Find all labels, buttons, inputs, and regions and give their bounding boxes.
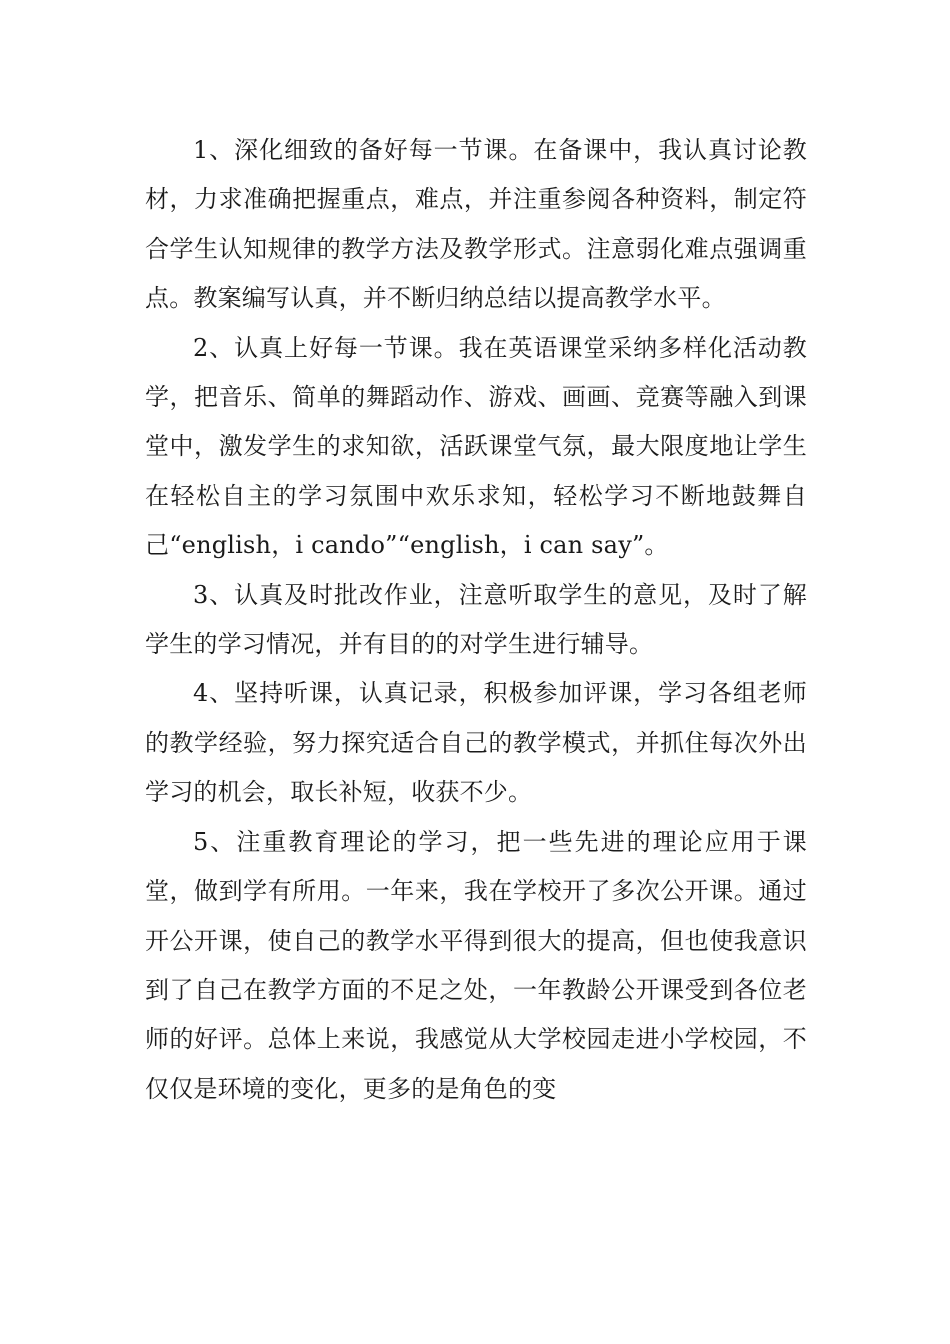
- paragraph-4: 4、坚持听课，认真记录，积极参加评课，学习各组老师的教学经验，努力探究适合自己的教学模式，并抓住每次外出学习的机会，取长补短，收获不少。: [145, 679, 807, 807]
- paragraph-2: 2、认真上好每一节课。我在英语课堂采纳多样化活动教学，把音乐、简单的舞蹈动作、游戏、画画、竞赛等融入到课堂中，激发学生的求知欲，活跃课堂气氛，最大限度地让学生在轻松自主的学习氛围中欢乐求知，轻松学习不断地鼓舞自己“english，i cando”“english，i can say”。: [145, 333, 807, 560]
- paragraph-5: 5、注重教育理论的学习，把一些先进的理论应用于课堂，做到学有所用。一年来，我在学校开了多次公开课。通过开公开课，使自己的教学水平得到很大的提高，但也使我意识到了自己在教学方面的不足之处，一年教龄公开课受到各位老师的好评。总体上来说，我感觉从大学校园走进小学校园，不仅仅是环境的变化，更多的是角色的变: [145, 827, 807, 1103]
- paragraph-1: 1、深化细致的备好每一节课。在备课中，我认真讨论教材，力求准确把握重点，难点，并注重参阅各种资料，制定符合学生认知规律的教学方法及教学形式。注意弱化难点强调重点。教案编写认真，并不断归纳总结以提高教学水平。: [145, 136, 807, 313]
- paragraph-3: 3、认真及时批改作业，注意听取学生的意见，及时了解学生的学习情况，并有目的的对学生进行辅导。: [145, 580, 807, 659]
- document-body: [145, 126, 807, 1114]
